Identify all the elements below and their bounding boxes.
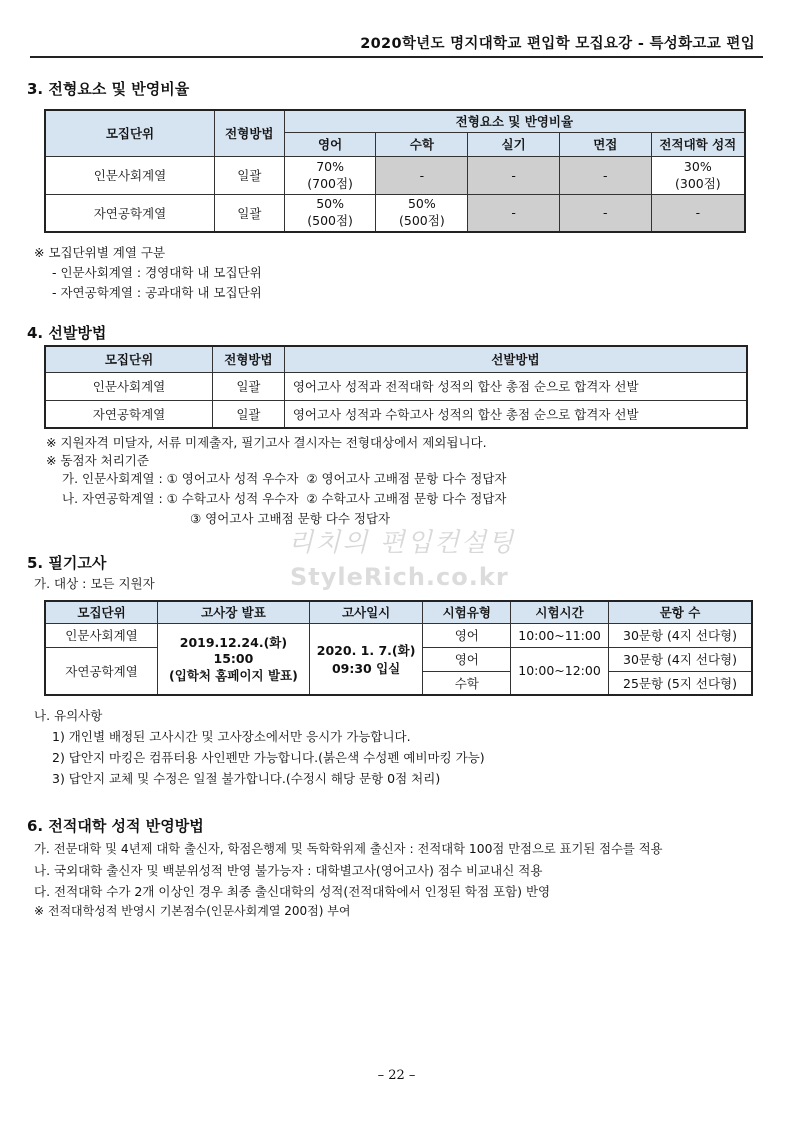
- sec6-note: ※ 전적대학성적 반영시 기본점수(인문사회계열 200점) 부여: [34, 904, 351, 918]
- header-practical: 실기: [468, 132, 560, 156]
- header-math: 수학: [376, 132, 468, 156]
- sec4-note-tie-engineering: 나. 자연공학계열 : ① 수학고사 성적 우수자 ② 수학고사 고배점 문항 다수 정답자: [62, 491, 507, 506]
- header-ratio-group: 전형요소 및 반영비율: [284, 110, 745, 132]
- selection-method-table: [44, 345, 748, 429]
- sec5-notice-title: 나. 유의사항: [34, 708, 103, 723]
- cell-method: 일괄: [214, 156, 284, 194]
- cell-time-1: 10:00~11:00: [511, 623, 609, 647]
- cell-method: 일괄: [213, 372, 285, 400]
- cell-unit: 인문사회계열: [45, 372, 213, 400]
- cell-count-3: 25문항 (5지 선다형): [609, 671, 752, 695]
- cell-count-2: 30문항 (4지 선다형): [609, 647, 752, 671]
- section-5-title: 5. 필기고사: [27, 554, 107, 572]
- header-unit: 모집단위: [45, 110, 214, 156]
- cell-selection: 영어고사 성적과 전적대학 성적의 합산 총점 순으로 합격자 선발: [284, 372, 747, 400]
- sec5-notice-3: 3) 답안지 교체 및 수정은 일절 불가합니다.(수정시 해당 문항 0점 처리): [52, 771, 441, 786]
- header-unit: 모집단위: [45, 346, 213, 372]
- header-english: 영어: [284, 132, 376, 156]
- sec4-note-exclusion: ※ 지원자격 미달자, 서류 미제출자, 필기고사 결시자는 전형대상에서 제외됩니다.: [46, 435, 487, 450]
- header-method: 전형방법: [214, 110, 284, 156]
- sec3-note-humanities: - 인문사회계열 : 경영대학 내 모집단위: [52, 265, 262, 280]
- cell-method: 일괄: [213, 400, 285, 428]
- sec5-target: 가. 대상 : 모든 지원자: [34, 576, 155, 591]
- cell-unit: 인문사회계열: [45, 156, 214, 194]
- header-announce: 고사장 발표: [158, 601, 310, 623]
- cell-unit: 자연공학계열: [45, 400, 213, 428]
- header-interview: 면접: [559, 132, 651, 156]
- cell-practical: -: [468, 194, 560, 232]
- sec3-note-engineering: - 자연공학계열 : 공과대학 내 모집단위: [52, 285, 262, 300]
- cell-unit: 자연공학계열: [45, 194, 214, 232]
- table-row: [45, 623, 752, 647]
- header-selection: 선발방법: [284, 346, 747, 372]
- page-number: – 22 –: [377, 1068, 416, 1083]
- cell-math: -: [376, 156, 468, 194]
- section-6-title: 6. 전적대학 성적 반영방법: [27, 817, 204, 835]
- cell-unit-engineering: 자연공학계열: [45, 647, 158, 695]
- cell-time-2: 10:00~12:00: [511, 647, 609, 695]
- cell-announce: 2019.12.24.(화) 15:00 (입학처 홈페이지 발표): [158, 623, 310, 695]
- cell-unit-humanities: 인문사회계열: [45, 623, 158, 647]
- header-type: 시험유형: [423, 601, 511, 623]
- cell-interview: -: [559, 194, 651, 232]
- sec6-item-2: 나. 국외대학 출신자 및 백분위성적 반영 불가능자 : 대학별고사(영어고사) 점수 비교내신 적용: [34, 863, 543, 878]
- cell-type-math: 수학: [423, 671, 511, 695]
- cell-english: 50% (500점): [284, 194, 376, 232]
- cell-english: 70% (700점): [284, 156, 376, 194]
- sec6-item-1: 가. 전문대학 및 4년제 대학 출신자, 학점은행제 및 독학학위제 출신자 : 전적대학 100점 만점으로 표기된 점수를 적용: [34, 842, 663, 856]
- sec5-notice-1: 1) 개인별 배정된 고사시간 및 고사장소에서만 응시가 가능합니다.: [52, 729, 411, 744]
- page-header: [30, 30, 763, 58]
- header-method: 전형방법: [213, 346, 285, 372]
- sec4-note-tie-humanities: 가. 인문사회계열 : ① 영어고사 성적 우수자 ② 영어고사 고배점 문항 다수 정답자: [62, 471, 507, 486]
- cell-math: 50% (500점): [376, 194, 468, 232]
- sec5-notice-2: 2) 답안지 마킹은 컴퓨터용 사인펜만 가능합니다.(붉은색 수성펜 예비마킹 가능): [52, 750, 485, 765]
- sec3-note-title: ※ 모집단위별 계열 구분: [34, 245, 166, 260]
- cell-interview: -: [559, 156, 651, 194]
- cell-exam-date: 2020. 1. 7.(화) 09:30 입실: [309, 623, 423, 695]
- cell-practical: -: [468, 156, 560, 194]
- sec4-note-tie-engineering-3: ③ 영어고사 고배점 문항 다수 정답자: [190, 511, 391, 526]
- cell-type-english: 영어: [423, 623, 511, 647]
- header-date: 고사일시: [309, 601, 423, 623]
- cell-prev-grade: -: [651, 194, 745, 232]
- header-title: 2020학년도 명지대학교 편입학 모집요강 - 특성화고교 편입: [360, 36, 755, 52]
- selection-ratio-table: [44, 109, 746, 233]
- header-time: 시험시간: [511, 601, 609, 623]
- cell-count-1: 30문항 (4지 선다형): [609, 623, 752, 647]
- header-unit: 모집단위: [45, 601, 158, 623]
- cell-type-english: 영어: [423, 647, 511, 671]
- table-row: [45, 400, 747, 428]
- section-3-title: 3. 전형요소 및 반영비율: [27, 80, 190, 98]
- header-prev-grade: 전적대학 성적: [651, 132, 745, 156]
- cell-prev-grade: 30% (300점): [651, 156, 745, 194]
- table-row: [45, 194, 745, 232]
- table-row: [45, 156, 745, 194]
- section-4-title: 4. 선발방법: [27, 324, 107, 342]
- cell-method: 일괄: [214, 194, 284, 232]
- sec6-item-3: 다. 전적대학 수가 2개 이상인 경우 최종 출신대학의 성적(전적대학에서 인정된 학점 포함) 반영: [34, 884, 551, 899]
- cell-selection: 영어고사 성적과 수학고사 성적의 합산 총점 순으로 합격자 선발: [284, 400, 747, 428]
- header-count: 문항 수: [609, 601, 752, 623]
- table-row: [45, 372, 747, 400]
- sec4-note-tie: ※ 동점자 처리기준: [46, 453, 149, 468]
- watermark-text: 리치의 편입컨설팅: [288, 528, 516, 558]
- written-exam-table: [44, 600, 753, 696]
- watermark-url: StyleRich.co.kr: [290, 563, 509, 591]
